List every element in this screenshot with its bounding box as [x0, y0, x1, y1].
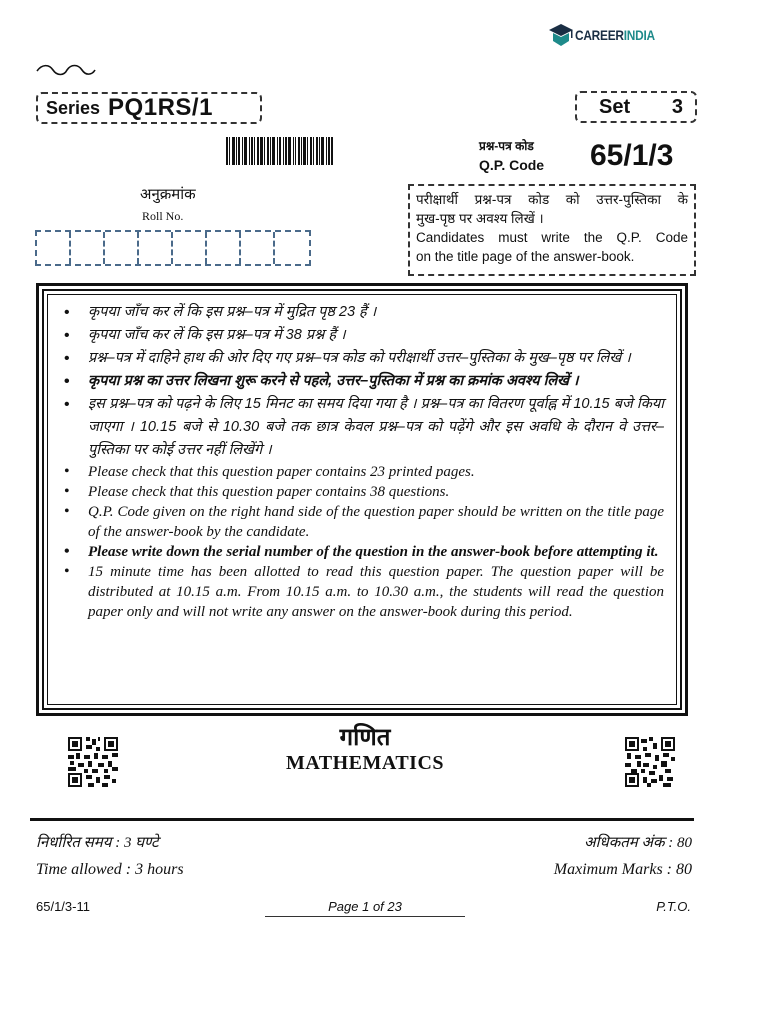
roll-digit-box[interactable]: [241, 232, 275, 264]
roll-digit-box[interactable]: [173, 232, 207, 264]
roll-number-boxes: [35, 230, 311, 266]
qp-code-label: Q.P. Code: [479, 157, 545, 173]
qp-code-note-box: [408, 184, 696, 276]
instruction-item: • प्रश्न–पत्र में दाहिने हाथ की ओर दिए गए प्रश्न–पत्र कोड को परीक्षार्थी उत्तर–पुस्तिका के मुख–पृष्ठ पर लिखें ।: [62, 347, 664, 370]
time-allowed: Time allowed : 3 hours: [36, 861, 184, 878]
graduation-cap-icon: [548, 23, 574, 47]
roll-digit-box[interactable]: [105, 232, 139, 264]
set-box: [575, 91, 697, 123]
roll-digit-box[interactable]: [37, 232, 71, 264]
set-value: 3: [671, 95, 683, 118]
note-english-line2: on the title page of the answer-book.: [416, 249, 635, 264]
roll-label-hindi: अनुक्रमांक: [140, 187, 196, 203]
instruction-item: • Please write down the serial number of the question in the answer-book before attempting it.: [62, 542, 664, 562]
instruction-item: • Please check that this question paper contains 23 printed pages.: [62, 462, 664, 482]
roll-digit-box[interactable]: [207, 232, 241, 264]
time-allowed-hindi: निर्धारित समय : 3 घण्टे: [36, 835, 159, 851]
qp-code-label-hindi: प्रश्न-पत्र कोड: [479, 139, 534, 153]
footer-pto: P.T.O.: [656, 899, 691, 914]
instruction-item: • कृपया प्रश्न का उत्तर लिखना शुरू करने से पहले, उत्तर–पुस्तिका में प्रश्न का क्रमांक अवश्य लिखें ।: [62, 370, 664, 393]
footer-paper-code: 65/1/3-11: [36, 899, 90, 914]
roll-digit-box[interactable]: [139, 232, 173, 264]
note-english-line1: Candidates must write the Q.P. Code: [416, 230, 688, 245]
careerindia-logo: [548, 22, 669, 48]
series-value: PQ1RS/1: [108, 94, 213, 121]
subject-title: MATHEMATICS: [285, 752, 445, 774]
roll-digit-box[interactable]: [71, 232, 105, 264]
roll-digit-box[interactable]: [275, 232, 309, 264]
maximum-marks: Maximum Marks : 80: [553, 861, 692, 878]
instructions-frame: [36, 283, 688, 716]
wave-ornament-icon: [36, 64, 96, 76]
series-label: Series: [46, 97, 101, 118]
series-box: [36, 92, 262, 124]
instruction-item: • इस प्रश्न–पत्र को पढ़ने के लिए 15 मिनट का समय दिया गया है । प्रश्न–पत्र का वितरण पूर्वाह्न में 10.15 बजे किया जाएगा । 10.15 बजे से 10.30 बजे तक छात्र केवल प्रश्न–पत्र को पढ़ेंगे और इस अवधि के दौरान वे उत्तर–पुस्तिका पर कोई उत्तर नहीं लिखेंगे ।: [62, 393, 664, 462]
logo-text: CAREERINDIA: [575, 27, 655, 43]
barcode: [226, 137, 360, 165]
subject-title-hindi: गणित: [339, 724, 391, 751]
note-hindi-line1: परीक्षार्थी प्रश्न-पत्र कोड को उत्तर-पुस्तिका के: [416, 192, 688, 207]
roll-label: Roll No.: [142, 209, 184, 223]
footer-page-number: Page 1 of 23: [265, 899, 465, 917]
instruction-item: • कृपया जाँच कर लें कि इस प्रश्न–पत्र में मुद्रित पृष्ठ 23 हैं ।: [62, 301, 664, 324]
instruction-item: • 15 minute time has been allotted to read this question paper. The question paper will be distributed at 10.15 a.m. From 10.15 a.m. to 10.30 a.m., the students will read the question paper only and will not write any answer on the answer-book during this period.: [62, 562, 664, 622]
instruction-item: • Q.P. Code given on the right hand side of the question paper should be written on the title page of the answer-book by the candidate.: [62, 502, 664, 542]
instructions-list: [62, 301, 664, 622]
divider-line: [30, 818, 694, 821]
note-hindi-line2: मुख-पृष्ठ पर अवश्य लिखें ।: [416, 211, 544, 226]
instruction-item: • Please check that this question paper contains 38 questions.: [62, 482, 664, 502]
maximum-marks-hindi: अधिकतम अंक : 80: [584, 835, 692, 851]
qp-code-value: 65/1/3: [590, 139, 674, 172]
instruction-item: • कृपया जाँच कर लें कि इस प्रश्न–पत्र में 38 प्रश्न हैं ।: [62, 324, 664, 347]
set-label: Set: [599, 95, 631, 118]
